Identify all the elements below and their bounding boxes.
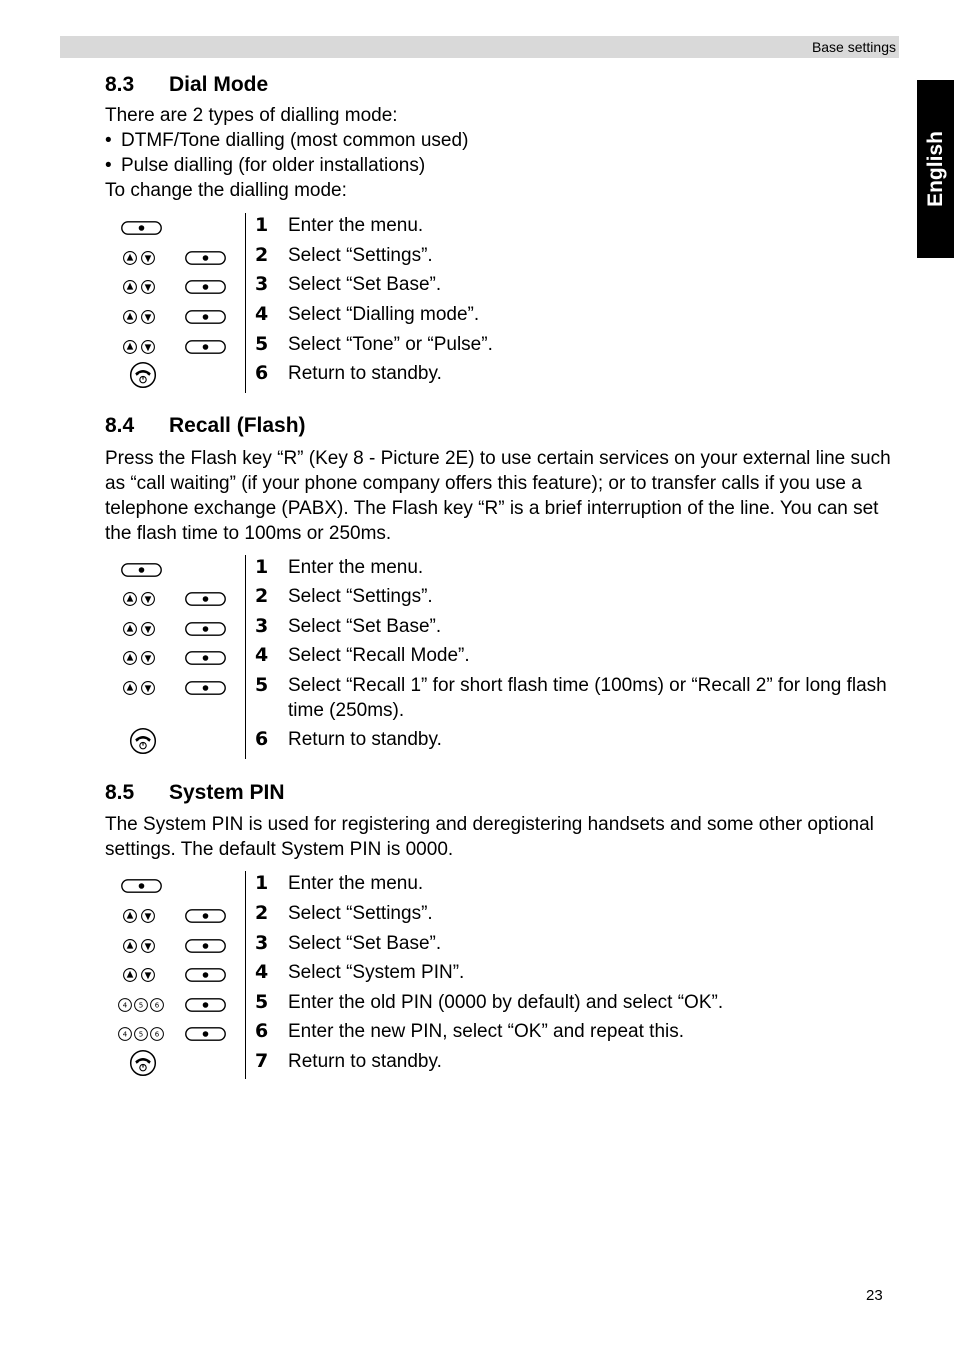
step-text: Return to standby. (288, 729, 442, 750)
step-row (105, 302, 905, 332)
step-number: 7 (255, 1050, 269, 1072)
nav-up-down-icon (122, 647, 156, 669)
step-number: 3 (255, 615, 269, 637)
paragraph-text: Press the Flash key “R” (Key 8 - Picture 2E) to use certain services on your external line such as “call waiting” (if your phone company offers this feature); or to transfer calls if you use a telephone exchange (PABX). The Flash key “R” is a brief interruption of the line. You can set the flash time to 100ms or 250ms. (105, 448, 891, 544)
step-number: 2 (255, 902, 269, 924)
nav-up-down-icon (122, 905, 156, 927)
step-row (105, 901, 905, 931)
step-number: 4 (255, 961, 269, 983)
step-row (105, 213, 905, 243)
header-bar (60, 36, 899, 58)
menu-key-icon (185, 905, 226, 927)
menu-key-icon (185, 588, 226, 610)
svg-text:4: 4 (122, 1001, 128, 1010)
section-title: Base settings (811, 39, 896, 55)
recall-paragraph (105, 446, 905, 546)
intro-text: There are 2 types of dialling mode: (105, 105, 398, 126)
step-text: Select “Tone” or “Pulse”. (288, 334, 493, 355)
step-number: 5 (255, 674, 269, 696)
step-text: Enter the menu. (288, 215, 424, 236)
step-number: 6 (255, 728, 269, 750)
menu-key-icon (185, 994, 226, 1016)
step-row (105, 243, 905, 273)
step-row (105, 1019, 905, 1049)
section-number: 8.4 (105, 414, 135, 437)
end-call-key-icon (129, 1048, 157, 1078)
step-row (105, 960, 905, 990)
menu-key-icon (185, 306, 226, 328)
step-text: Enter the old PIN (0000 by default) and select “OK”. (288, 992, 724, 1013)
steps-dial-mode (105, 213, 905, 393)
section-heading-dial-mode (105, 73, 268, 97)
step-row (105, 871, 905, 901)
step-number: 1 (255, 556, 269, 578)
step-number: 1 (255, 214, 269, 236)
menu-key-icon (185, 935, 226, 957)
step-row (105, 614, 905, 644)
step-row (105, 990, 905, 1020)
menu-key-icon (121, 559, 162, 581)
menu-key-icon (121, 217, 162, 239)
nav-up-down-icon (122, 588, 156, 610)
step-text: Select “Recall 1” for short flash time (100ms) or “Recall 2” for long flash time (250ms). (288, 675, 887, 721)
step-text: Select “System PIN”. (288, 962, 465, 983)
nav-up-down-icon (122, 964, 156, 986)
step-text: Select “Dialling mode”. (288, 304, 480, 325)
language-tab (917, 80, 954, 258)
section-number: 8.3 (105, 73, 135, 96)
step-number: 2 (255, 585, 269, 607)
step-number: 4 (255, 644, 269, 666)
svg-text:5: 5 (138, 1030, 144, 1039)
system-pin-paragraph (105, 812, 905, 862)
svg-text:4: 4 (122, 1030, 128, 1039)
steps-system-pin (105, 871, 905, 1079)
nav-up-down-icon (122, 618, 156, 640)
step-text: Enter the menu. (288, 873, 424, 894)
step-text: Select “Set Base”. (288, 616, 442, 637)
step-text: Enter the menu. (288, 557, 424, 578)
nav-up-down-icon (122, 276, 156, 298)
menu-key-icon (185, 1023, 226, 1045)
svg-text:5: 5 (138, 1001, 144, 1010)
section-heading-recall-flash (105, 414, 306, 438)
step-number: 5 (255, 991, 269, 1013)
step-row (105, 332, 905, 362)
step-text: Return to standby. (288, 363, 442, 384)
menu-key-icon (185, 276, 226, 298)
step-row (105, 673, 905, 721)
step-text: Return to standby. (288, 1051, 442, 1072)
nav-up-down-icon (122, 677, 156, 699)
bullet-item: • Pulse dialling (for older installations) (105, 155, 426, 176)
end-call-key-icon (129, 360, 157, 390)
nav-up-down-icon (122, 306, 156, 328)
section-title-text: Dial Mode (169, 73, 269, 96)
menu-key-icon (185, 964, 226, 986)
step-number: 2 (255, 244, 269, 266)
bullet-text: Pulse dialling (for older installations) (121, 155, 426, 176)
bullet-item: • DTMF/Tone dialling (most common used) (105, 130, 469, 151)
language-tab-label: English (923, 131, 947, 207)
menu-key-icon (185, 618, 226, 640)
nav-up-down-icon (122, 247, 156, 269)
step-row (105, 361, 905, 391)
page-number: 23 (866, 1287, 883, 1304)
step-text: Select “Settings”. (288, 245, 433, 266)
nav-up-down-icon (122, 336, 156, 358)
step-row (105, 931, 905, 961)
section-title-text: Recall (Flash) (169, 414, 306, 437)
menu-key-icon (185, 336, 226, 358)
step-text: Select “Settings”. (288, 586, 433, 607)
step-text: Select “Recall Mode”. (288, 645, 470, 666)
step-row (105, 555, 905, 585)
outro-text: To change the dialling mode: (105, 180, 347, 201)
section-heading-system-pin (105, 781, 285, 805)
bullet-text: DTMF/Tone dialling (most common used) (121, 130, 469, 151)
step-text: Select “Set Base”. (288, 274, 442, 295)
step-number: 3 (255, 932, 269, 954)
step-row (105, 1049, 905, 1079)
numeric-keys-icon (117, 994, 165, 1016)
step-number: 6 (255, 1020, 269, 1042)
step-number: 3 (255, 273, 269, 295)
section-number: 8.5 (105, 781, 135, 804)
step-text: Select “Set Base”. (288, 933, 442, 954)
steps-recall-flash (105, 555, 905, 759)
step-number: 6 (255, 362, 269, 384)
step-text: Enter the new PIN, select “OK” and repeat this. (288, 1021, 685, 1042)
end-call-key-icon (129, 726, 157, 756)
section-title-text: System PIN (169, 781, 285, 804)
numeric-keys-icon (117, 1023, 165, 1045)
step-text: Select “Settings”. (288, 903, 433, 924)
svg-text:6: 6 (154, 1030, 160, 1039)
step-row (105, 272, 905, 302)
step-row (105, 727, 905, 757)
step-number: 1 (255, 872, 269, 894)
step-number: 4 (255, 303, 269, 325)
menu-key-icon (121, 875, 162, 897)
step-row (105, 643, 905, 673)
dial-mode-intro (105, 103, 905, 203)
svg-text:6: 6 (154, 1001, 160, 1010)
menu-key-icon (185, 677, 226, 699)
menu-key-icon (185, 647, 226, 669)
nav-up-down-icon (122, 935, 156, 957)
paragraph-text: The System PIN is used for registering and deregistering handsets and some other optional settings. The default System PIN is 0000. (105, 814, 874, 860)
menu-key-icon (185, 247, 226, 269)
step-number: 5 (255, 333, 269, 355)
step-row (105, 584, 905, 614)
